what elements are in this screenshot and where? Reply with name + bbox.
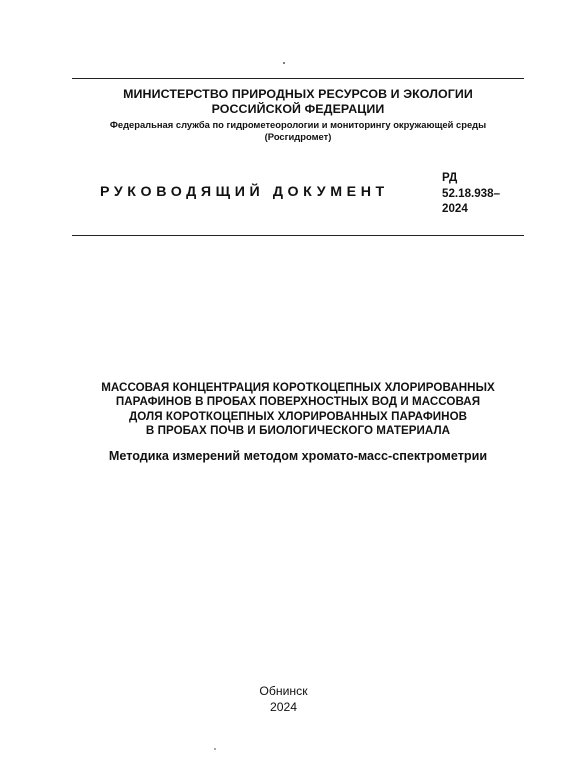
ministry-name [72,87,524,117]
top-divider [72,78,524,79]
scan-speck [214,748,216,750]
document-code-line-2: 52.18.938– [442,186,501,200]
title-line-1: МАССОВАЯ КОНЦЕНТРАЦИЯ КОРОТКОЦЕПНЫХ ХЛОРИРОВАННЫХ [101,381,495,394]
imprint-year: 2024 [269,700,298,714]
document-subtitle: Методика измерений методом хромато-масс-спектрометрии [108,448,488,463]
title-line-3: ДОЛЯ КОРОТКОЦЕПНЫХ ХЛОРИРОВАННЫХ ПАРАФИНОВ [128,409,468,423]
imprint [0,683,567,715]
issuing-authority [72,87,524,143]
bottom-divider [72,235,524,236]
service-name [72,119,524,143]
service-line-1: Федеральная служба по гидрометеорологии и мониторингу окружающей среды [109,119,487,130]
document-kind: РУКОВОДЯЩИЙ ДОКУМЕНТ [100,184,389,200]
service-line-2: (Росгидромет) [264,131,332,142]
imprint-city: Обнинск [259,684,308,698]
document-code [442,170,522,217]
title-line-4: В ПРОБАХ ПОЧВ И БИОЛОГИЧЕСКОГО МАТЕРИАЛА [145,424,451,438]
ministry-line-2: РОССИЙСКОЙ ФЕДЕРАЦИИ [211,102,385,116]
document-title-block [60,381,536,464]
ministry-line-1: МИНИСТЕРСТВО ПРИРОДНЫХ РЕСУРСОВ И ЭКОЛОГИИ [123,87,473,101]
title-line-2: ПАРАФИНОВ В ПРОБАХ ПОВЕРХНОСТНЫХ ВОД И МАССОВАЯ [115,395,481,409]
scan-speck [283,62,285,64]
document-title [60,381,536,439]
document-code-line-3: 2024 [442,202,468,215]
document-code-line-1: РД [442,171,458,184]
